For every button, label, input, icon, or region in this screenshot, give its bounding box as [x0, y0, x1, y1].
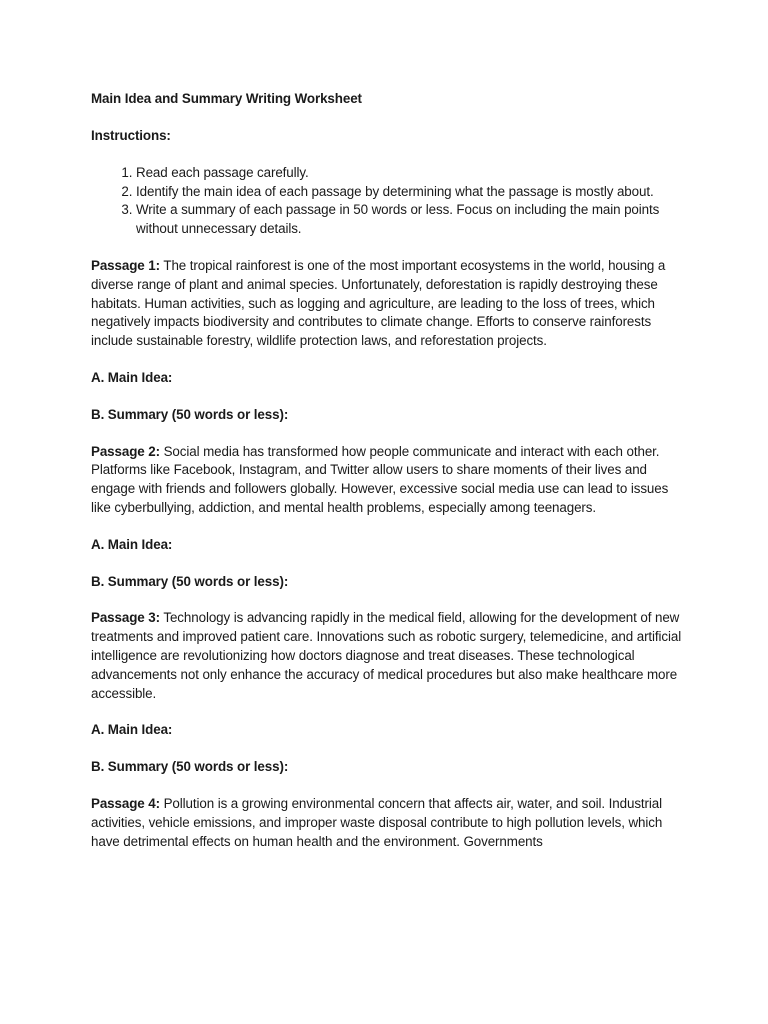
passage-4: [91, 795, 687, 851]
summary-label: B. Summary (50 words or less):: [91, 573, 289, 589]
instructions-heading: Instructions:: [91, 128, 171, 143]
instruction-item: 1. Read each passage carefully.: [136, 164, 687, 183]
passage-text: Pollution is a growing environmental concern that affects air, water, and soil. Industrial activities, vehicle emissions, and improper waste disposal contribute to high pollution levels, which have detrimental effects on human health and the environment. Governments: [91, 795, 663, 849]
passage-label: Passage 1:: [91, 257, 160, 273]
worksheet-title: Main Idea and Summary Writing Worksheet: [91, 91, 362, 106]
instructions-list: [91, 164, 687, 239]
worksheet-page: [91, 90, 687, 851]
passage-2: [91, 443, 687, 518]
summary-label: B. Summary (50 words or less):: [91, 759, 289, 775]
passage-3: [91, 609, 687, 703]
summary-label: B. Summary (50 words or less):: [91, 406, 289, 422]
passage-label: Passage 4:: [91, 795, 160, 811]
main-idea-label: A. Main Idea:: [91, 369, 173, 385]
passage-label: Passage 3:: [91, 610, 160, 626]
passage-text: Social media has transformed how people communicate and interact with each other. Platforms like Facebook, Instagram, and Twitter allow users to share moments of their lives and engage with friends and followers globally. However, excessive social media use can lead to issues like cyberbullying, addiction, and mental health problems, especially among teenagers.: [91, 443, 669, 515]
instruction-item: 2. Identify the main idea of each passage by determining what the passage is mostly about.: [136, 183, 687, 202]
passage-text: Technology is advancing rapidly in the medical field, allowing for the development of new treatments and improved patient care. Innovations such as robotic surgery, telemedicine, and artificial intelligence are revolutionizing how doctors diagnose and treat diseases. These technological advancements not only enhance the accuracy of medical procedures but also make healthcare more accessible.: [91, 610, 682, 701]
main-idea-label: A. Main Idea:: [91, 722, 173, 738]
main-idea-label: A. Main Idea:: [91, 536, 173, 552]
passage-label: Passage 2:: [91, 443, 160, 459]
passage-text: The tropical rainforest is one of the most important ecosystems in the world, housing a diverse range of plant and animal species. Unfortunately, deforestation is rapidly destroying these habitats. Human activities, such as logging and agriculture, are leading to the loss of trees, which negatively impacts biodiversity and contributes to climate change. Efforts to conserve rainforests include sustainable forestry, wildlife protection laws, and reforestation projects.: [91, 257, 666, 349]
passage-1: [91, 257, 687, 351]
instruction-item: 3. Write a summary of each passage in 50 words or less. Focus on including the main points without unnecessary details.: [136, 201, 687, 239]
